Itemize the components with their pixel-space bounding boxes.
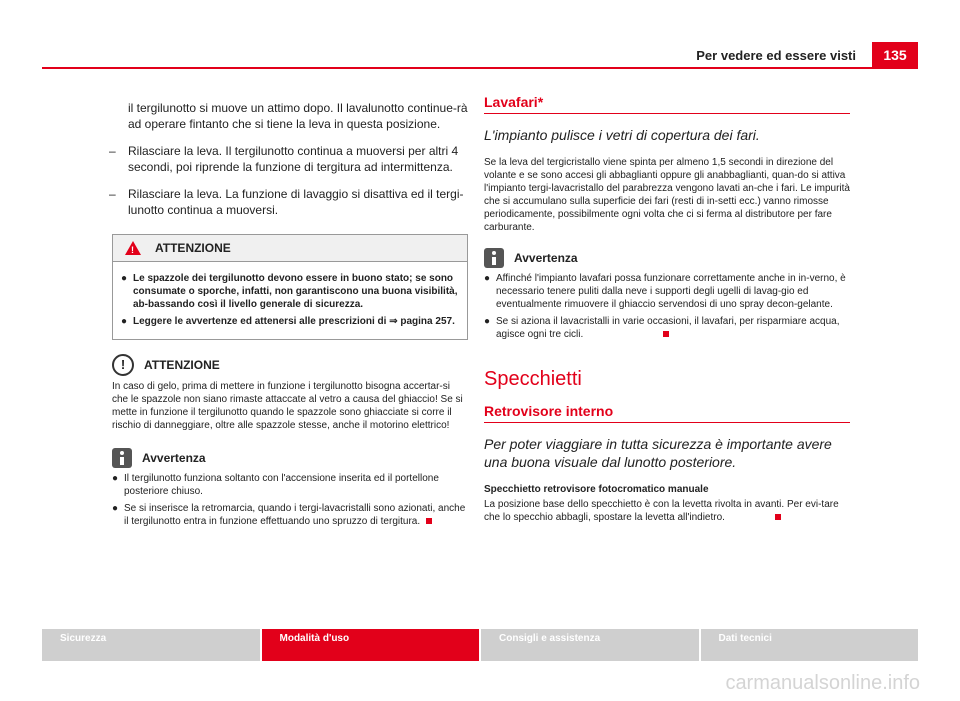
section-title-retrovisore: Retrovisore interno (484, 405, 850, 423)
end-marker (426, 518, 432, 524)
left-column (109, 96, 468, 532)
warning-body (113, 262, 467, 339)
chapter-title: Specchietti (484, 368, 582, 390)
section-title-lavafari: Lavafari* (484, 96, 850, 114)
note-header (484, 248, 850, 268)
running-header-title: Per vedere ed essere visti (696, 48, 856, 63)
lead-lavafari: L'impianto pulisce i vetri di copertura dei fari. (484, 127, 760, 143)
lead-retrovisore: Per poter viaggiare in tutta sicurezza è importante avere una buona visuale dal lunotto posteriore. (484, 436, 832, 470)
caution-text: In caso di gelo, prima di mettere in funzione i tergilunotto bisogna accertar-si che le spazzole non siano rimaste attaccate al vetro a causa del ghiaccio! Se si mette in funzione il tergilunotto quando le spazzole sono ghiacciate si corre il rischio di danneggiare, oltre alle spazzole stesse, anche il motorino elettrico! (112, 381, 463, 431)
note-item-text: Il tergilunotto funziona soltanto con l'accensione inserita ed il portellone posteriore chiuso. (124, 473, 439, 497)
warning-triangle-icon: ! (125, 241, 141, 255)
note-item: ● Se si aziona il lavacristalli in varie occasioni, il lavafari, per risparmiare acqua, agisce ogni tre cicli. (484, 316, 840, 340)
right-column (484, 96, 850, 524)
step-item (109, 143, 468, 175)
end-marker (775, 514, 781, 520)
caution-exclamation-icon: ! (112, 354, 134, 376)
warning-item-text: Le spazzole dei tergilunotto devono essere in buono stato; se sono consumate o sporche, infatti, non garantiscono una buona visibilità, ab-bassando così il livello generale di sicurezza. (133, 273, 458, 310)
footer-tab-sicurezza[interactable]: Sicurezza (42, 629, 260, 661)
end-marker (663, 331, 669, 337)
note-item: ● Il tergilunotto funziona soltanto con l'accensione inserita ed il portellone posteriore chiuso. (112, 473, 439, 497)
retrovisore-text-span: La posizione base dello specchietto è con la levetta rivolta in avanti. Per evi-tare che lo specchio abbagli, spostare la levetta all'indietro. (484, 499, 839, 523)
info-icon (484, 248, 504, 268)
warning-item: ● Le spazzole dei tergilunotto devono essere in buono stato; se sono consumate o sporche, infatti, non garantiscono una buona visibilità, ab-bassando così il livello generale di sicurezza. (121, 273, 458, 310)
caution-title: ATTENZIONE (144, 357, 220, 372)
subheading: Specchietto retrovisore fotocromatico manuale (484, 484, 709, 495)
footer-tab-dati-tecnici[interactable]: Dati tecnici (701, 629, 919, 661)
note-header (112, 448, 468, 468)
warning-box (112, 234, 468, 340)
note-item-text: Affinché l'impianto lavafari possa funzionare correttamente anche in in-verno, è necessario tenere puliti dalla neve i supporti degli ugelli di lavag-gio ed eventualmente rimuovere il ghiaccio servendosi di uno spray decon-gelante. (496, 273, 846, 310)
intro-text: il tergilunotto si muove un attimo dopo. Il lavalunotto continue-rà ad operare fintanto che si tiene la leva in questa posizione. (128, 101, 468, 131)
note-item-text: Se si aziona il lavacristalli in varie occasioni, il lavafari, per risparmiare acqua, agisce ogni tre cicli. (496, 316, 840, 340)
step-item (109, 186, 468, 218)
watermark: carmanualsonline.info (725, 672, 920, 694)
lavafari-text: Se la leva del tergicristallo viene spinta per almeno 1,5 secondi in direzione del volante e se sono accesi gli abbaglianti oppure gli anabbaglianti, quan-do si attiva l'impianto tergi-lavacristallo del parabrezza vengono lavati an-che i fari. Le impurità che si accumulano sulla superficie dei fari (resti di in-setti ecc.) vanno rimosse periodicamente, possibilmente ogni volta che ci si ferma al distributore per fare carburante. (484, 157, 850, 233)
header-rule (42, 67, 918, 69)
note-item: ● Affinché l'impianto lavafari possa funzionare correttamente anche in in-verno, è necessario tenere puliti dalla neve i supporti degli ugelli di lavag-gio ed eventualmente rimuovere il ghiaccio servendosi di uno spray decon-gelante. (484, 273, 846, 310)
warning-item-text: Leggere le avvertenze ed attenersi alle prescrizioni di ⇒ pagina 257. (133, 316, 455, 327)
warning-item: ● Leggere le avvertenze ed attenersi alle prescrizioni di ⇒ pagina 257. (121, 316, 455, 327)
footer-tab-modalita-uso[interactable]: Modalità d'uso (262, 629, 480, 661)
dash-marker: – (109, 144, 116, 158)
page-number: 135 (872, 42, 918, 67)
note-item: ● Se si inserisce la retromarcia, quando i tergi-lavacristalli sono azionati, anche il tergilunotto entra in funzione effettuando uno spruzzo di tergitura. (112, 503, 466, 527)
retrovisore-text (484, 498, 850, 524)
step-text: Rilasciare la leva. La funzione di lavaggio si disattiva ed il tergi-lunotto continua a muoversi. (128, 187, 464, 217)
footer-tab-consigli-assistenza[interactable]: Consigli e assistenza (481, 629, 699, 661)
dash-marker: – (109, 187, 116, 201)
note-item-text: Se si inserisce la retromarcia, quando i tergi-lavacristalli sono azionati, anche il tergilunotto entra in funzione effettuando uno spruzzo di tergitura. (124, 503, 466, 527)
note-title: Avvertenza (514, 250, 578, 265)
warning-title: ATTENZIONE (155, 240, 231, 255)
caution-header (112, 354, 468, 376)
warning-header (113, 235, 467, 262)
note-title: Avvertenza (142, 450, 206, 465)
footer-nav (42, 629, 918, 661)
info-icon (112, 448, 132, 468)
step-text: Rilasciare la leva. Il tergilunotto continua a muoversi per altri 4 secondi, poi riprende la funzione di tergitura ad intermittenza. (128, 144, 459, 174)
